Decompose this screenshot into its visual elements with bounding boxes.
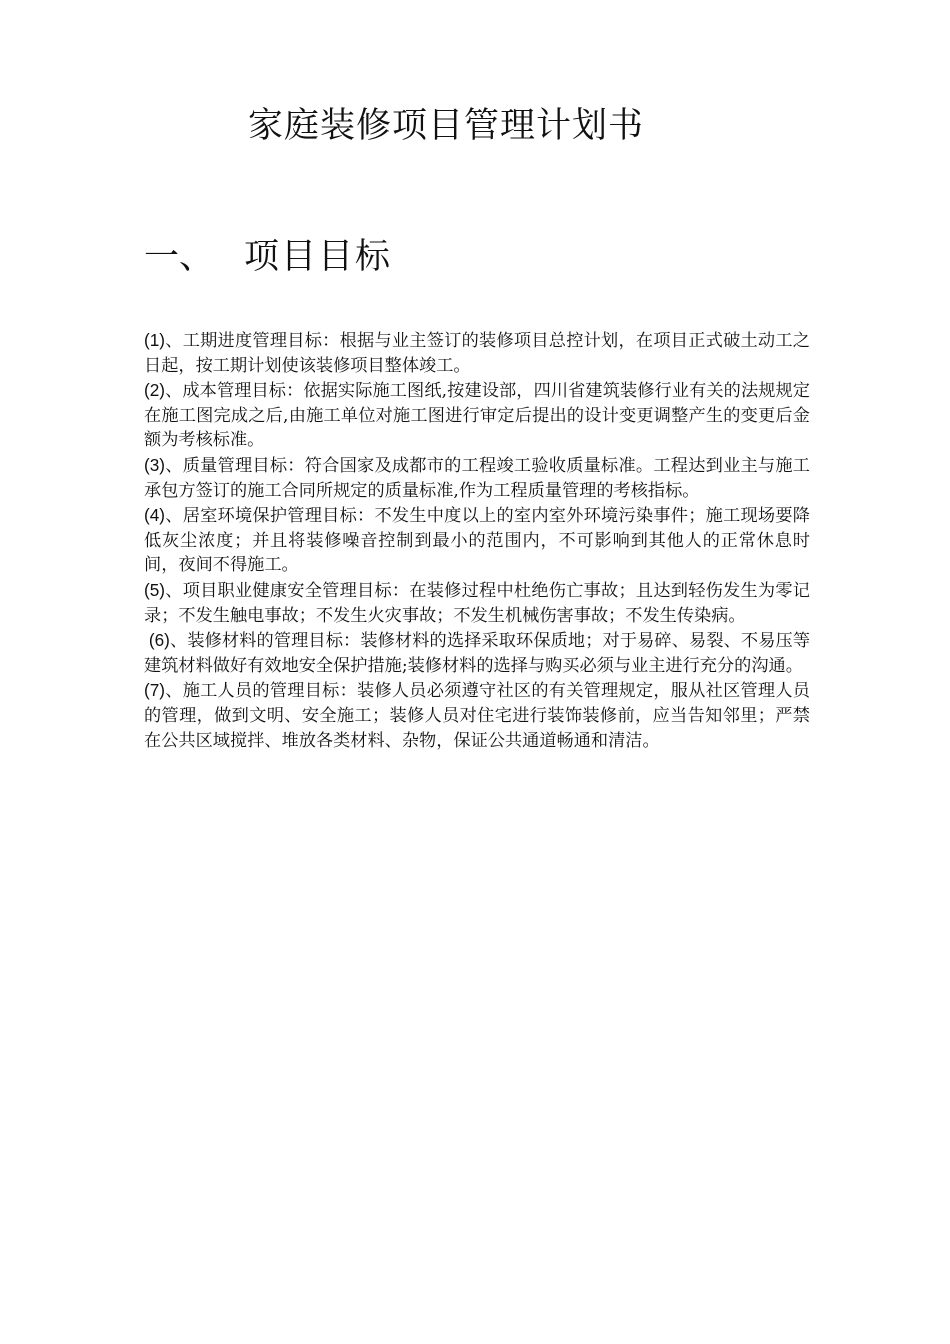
paragraph-text: 、项目职业健康安全管理目标：在装修过程中杜绝伤亡事故；且达到轻伤发生为零记录；不发生触电事故；不发生火灾事故；不发生机械伤害事故；不发生传染病。 [144,580,810,626]
paragraph-marker: (2) [144,380,166,401]
paragraph-marker: (6) [144,630,170,651]
paragraph-text: 、质量管理目标：符合国家及成都市的工程竣工验收质量标准。工程达到业主与施工承包方签订的施工合同所规定的质量标准,作为工程质量管理的考核指标。 [144,455,810,501]
paragraph-marker: (1) [144,330,166,350]
document-title: 家庭装修项目管理计划书 [248,106,645,146]
paragraph-marker: (4) [144,505,166,526]
paragraph-6 [144,628,810,678]
paragraph-text: 、装修材料的管理目标：装修材料的选择采取环保质地；对于易碎、易裂、不易压等建筑材料做好有效地安全保护措施;装修材料的选择与购买必须与业主进行充分的沟通。 [144,631,811,676]
paragraph-text: 、成本管理目标：依据实际施工图纸,按建设部，四川省建筑装修行业有关的法规规定在施工图完成之后,由施工单位对施工图进行审定后提出的设计变更调整产生的变更后金额为考核标准。 [144,381,810,451]
paragraph-text: 、居室环境保护管理目标：不发生中度以上的室内室外环境污染事件；施工现场要降低灰尘浓度；并且将装修噪音控制到最小的范围内，不可影响到其他人的正常休息时间，夜间不得施工。 [144,506,810,576]
paragraph-marker: (7) [144,680,166,701]
section-number: 一、 [144,237,215,277]
paragraph-text: 、施工人员的管理目标：装修人员必须遵守社区的有关管理规定，服从社区管理人员的管理，做到文明、安全施工；装修人员对住宅进行装饰装修前，应当告知邻里；严禁在公共区域搅拌、堆放各类材料、杂物，保证公共通道畅通和清洁。 [144,681,810,751]
paragraph-marker: (3) [144,454,166,475]
paragraph-4 [144,503,810,578]
paragraph-3 [144,453,810,503]
paragraph-1 [144,328,810,378]
paragraph-5 [144,578,810,628]
paragraph-7 [144,678,810,753]
paragraph-2 [144,378,810,453]
paragraph-text: 、工期进度管理目标：根据与业主签订的装修项目总控计划，在项目正式破土动工之日起，按工期计划使该装修项目整体竣工。 [144,331,810,376]
section-title: 项目目标 [244,237,393,277]
section-body [144,328,810,753]
paragraph-marker: (5) [144,579,166,600]
section-heading [144,234,392,280]
